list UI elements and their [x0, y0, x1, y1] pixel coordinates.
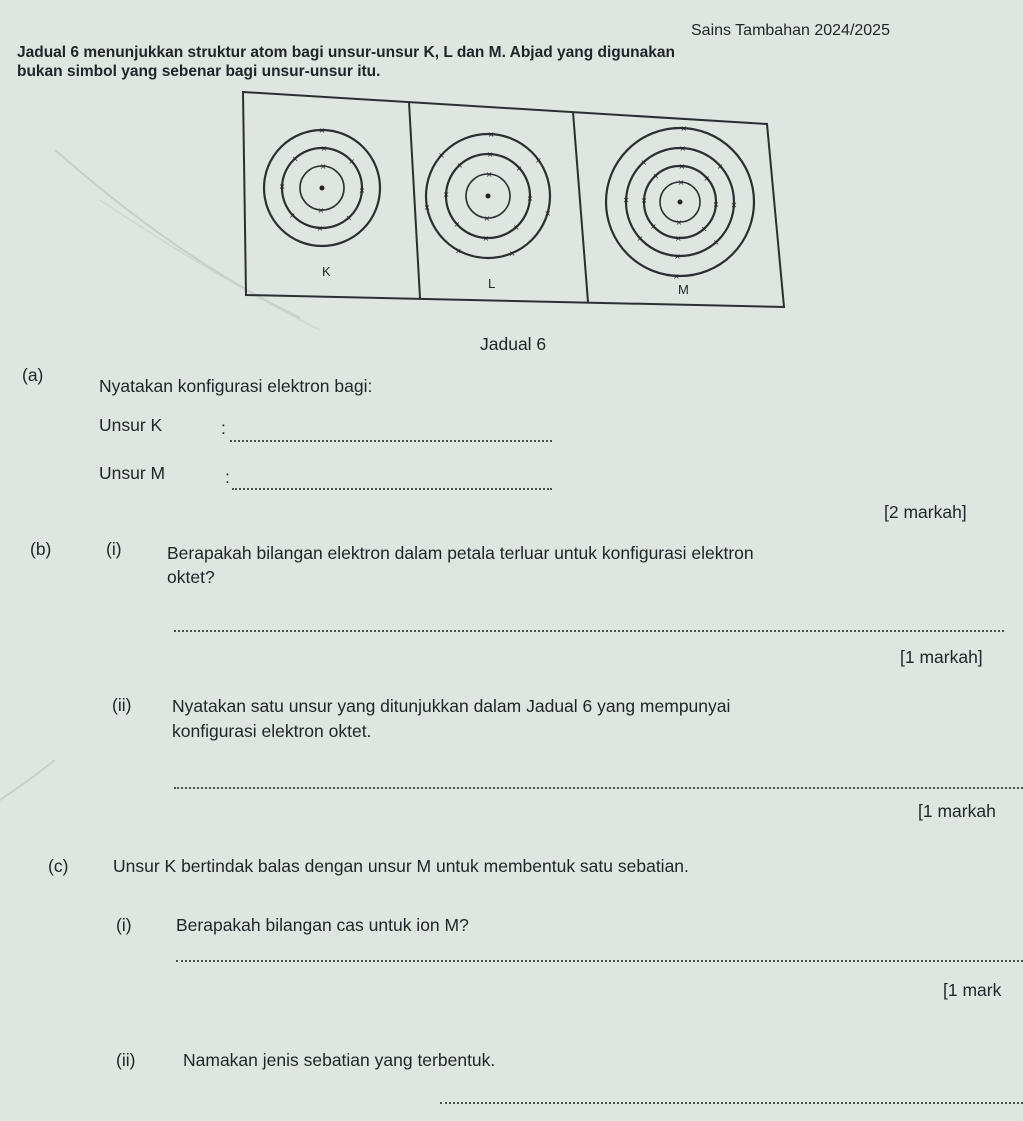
question-b-i-text-1: Berapakah bilangan elektron dalam petala terluar untuk konfigurasi elektron — [167, 543, 754, 563]
electron-mark: × — [316, 223, 324, 233]
question-a-row1-label: Unsur K — [99, 415, 163, 435]
answer-line-a2[interactable] — [232, 488, 552, 490]
question-c-i-text: Berapakah bilangan cas untuk ion M? — [176, 915, 469, 935]
answer-line-c1[interactable] — [176, 960, 1023, 962]
question-c-ii-label: (ii) — [116, 1050, 136, 1070]
question-b-i-label: (i) — [106, 539, 122, 559]
electron-mark: × — [291, 154, 299, 164]
electron-mark: × — [512, 223, 520, 233]
answer-line-b1[interactable] — [174, 630, 1004, 632]
answer-line-a1[interactable] — [230, 440, 552, 442]
element-label-l: L — [488, 276, 496, 291]
table-divider-1 — [409, 102, 420, 298]
question-a-row1-colon: : — [221, 418, 226, 438]
electron-mark: × — [680, 124, 688, 134]
electron-mark: × — [677, 178, 685, 188]
electron-mark: × — [674, 233, 682, 243]
answer-line-c2[interactable] — [440, 1102, 1023, 1104]
table-divider-2 — [573, 112, 588, 302]
electron-mark: × — [278, 182, 286, 192]
question-b-i-text-2: oktet? — [167, 567, 215, 587]
electron-mark: × — [483, 213, 491, 223]
electron-mark: × — [652, 171, 660, 181]
intro-line-1: Jadual 6 menunjukkan struktur atom bagi unsur-unsur K, L dan M. Abjad yang digunakan — [17, 44, 675, 61]
electron-mark: × — [317, 205, 325, 215]
nucleus — [678, 200, 683, 205]
electron-mark: × — [485, 170, 493, 180]
electron-mark: × — [487, 130, 495, 140]
electron-mark: × — [318, 126, 326, 135]
electron-mark: × — [454, 246, 462, 256]
electron-mark: × — [672, 271, 680, 281]
electron-mark: × — [703, 173, 711, 183]
electron-mark: × — [423, 202, 431, 212]
electron-mark: × — [508, 249, 516, 259]
electron-mark: × — [712, 238, 720, 248]
electron-mark: × — [526, 194, 534, 204]
question-a-label: (a) — [22, 365, 44, 385]
question-a-row2-label: Unsur M — [99, 463, 166, 483]
question-b-ii-marks: [1 markah — [918, 801, 996, 821]
nucleus — [320, 186, 325, 191]
electron-mark: × — [482, 233, 490, 243]
electron-mark: × — [622, 195, 630, 205]
electron-mark: × — [319, 162, 327, 172]
electron-mark: × — [320, 144, 328, 154]
electron-mark: × — [640, 157, 648, 167]
atom-diagram-m — [606, 124, 754, 281]
question-a-text: Nyatakan konfigurasi elektron bagi: — [99, 376, 373, 396]
electron-mark: × — [515, 163, 523, 173]
electron-mark: × — [649, 222, 657, 232]
electron-mark: × — [700, 224, 708, 234]
electron-mark: × — [438, 150, 445, 160]
question-a-marks: [2 markah] — [884, 502, 967, 522]
atom-diagram-l — [424, 130, 551, 258]
electron-mark: × — [636, 234, 644, 244]
question-b-i-marks: [1 markah] — [900, 647, 983, 667]
question-c-label: (c) — [48, 856, 69, 876]
electron-mark: × — [730, 200, 738, 210]
electron-mark: × — [679, 144, 687, 154]
answer-line-b2[interactable] — [174, 787, 1023, 789]
electron-mark: × — [673, 251, 681, 261]
electron-mark: × — [716, 161, 724, 171]
electron-mark: × — [358, 185, 366, 195]
question-a-row2-colon: : — [225, 467, 230, 487]
electron-mark: × — [288, 210, 296, 220]
question-c-i-marks: [1 mark — [943, 980, 1002, 1000]
electron-mark: × — [456, 160, 464, 170]
electron-mark: × — [675, 217, 683, 227]
electron-mark: × — [348, 157, 356, 167]
subject-year-header: Sains Tambahan 2024/2025 — [691, 22, 890, 39]
question-c-ii-text: Namakan jenis sebatian yang terbentuk. — [183, 1050, 496, 1070]
element-label-k: K — [322, 264, 331, 279]
electron-mark: × — [640, 196, 648, 206]
question-b-ii-text-2: konfigurasi elektron oktet. — [172, 721, 372, 741]
electron-mark: × — [678, 162, 686, 172]
electron-mark: × — [453, 220, 461, 230]
element-label-m: M — [678, 282, 689, 297]
question-b-label: (b) — [30, 539, 52, 559]
electron-mark: × — [486, 150, 494, 160]
question-b-ii-text-1: Nyatakan satu unsur yang ditunjukkan dalam Jadual 6 yang mempunyai — [172, 696, 731, 716]
question-b-ii-label: (ii) — [112, 695, 132, 715]
nucleus — [486, 194, 491, 199]
electron-mark: × — [544, 208, 552, 218]
electron-mark: × — [534, 155, 542, 165]
intro-line-2: bukan simbol yang sebenar bagi unsur-unsur itu. — [17, 63, 381, 80]
table-caption: Jadual 6 — [480, 334, 547, 354]
electron-mark: × — [712, 199, 720, 209]
question-c-i-label: (i) — [116, 915, 132, 935]
electron-mark: × — [345, 213, 353, 223]
atom-diagram-k — [264, 126, 380, 246]
electron-mark: × — [442, 189, 450, 199]
question-c-text: Unsur K bertindak balas dengan unsur M untuk membentuk satu sebatian. — [113, 856, 689, 876]
